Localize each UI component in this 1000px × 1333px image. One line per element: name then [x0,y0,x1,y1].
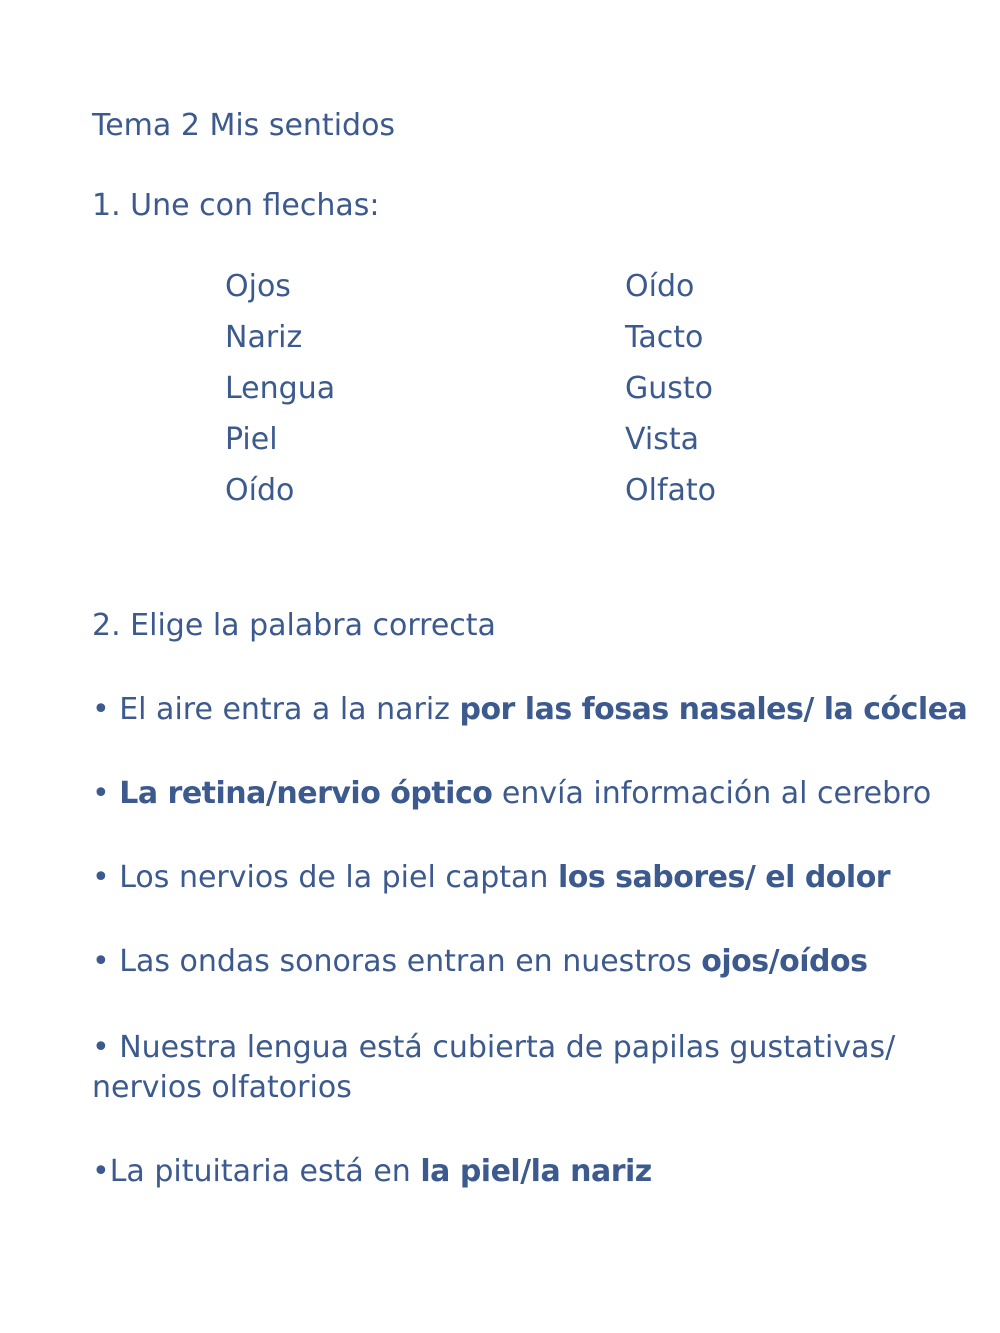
sentence-text: •La pituitaria está en [92,1154,421,1189]
answer-options[interactable]: la piel/la nariz [420,1154,652,1189]
matching-left-column [225,268,335,523]
answer-options[interactable]: los sabores/ el dolor [557,860,891,895]
exercise-1-heading: 1. Une con flechas: [92,188,380,223]
answer-options[interactable]: La retina/nervio óptico [119,776,493,811]
choice-sentence [92,858,932,898]
match-right-item[interactable]: Gusto [625,371,714,406]
sentence-text: • [92,776,120,811]
choice-sentence [92,690,968,730]
match-right-item[interactable]: Vista [625,422,699,457]
match-right-item[interactable]: Tacto [625,320,704,355]
exercise-2-heading: 2. Elige la palabra correcta [92,608,496,643]
match-left-item[interactable]: Oído [225,473,295,508]
answer-options[interactable]: ojos/oídos [701,944,868,979]
sentence-text: • El aire entra a la nariz [92,692,460,727]
match-left-item[interactable]: Nariz [225,320,303,355]
match-left-item[interactable]: Ojos [225,269,291,304]
choice-sentence [92,942,932,982]
match-right-item[interactable]: Oído [625,269,695,304]
sentence-text: • Los nervios de la piel captan [92,860,558,895]
choice-sentence [92,1152,932,1192]
match-left-item[interactable]: Lengua [225,371,336,406]
choice-sentence [92,774,932,814]
match-left-item[interactable]: Piel [225,422,278,457]
sentence-text: envía información al cerebro [492,776,932,811]
answer-options[interactable]: por las fosas nasales/ la cóclea [459,692,968,727]
matching-right-column [625,268,716,523]
match-right-item[interactable]: Olfato [625,473,717,508]
choice-sentence [92,1028,932,1108]
sentence-text: • Las ondas sonoras entran en nuestros [92,944,702,979]
page-title: Tema 2 Mis sentidos [92,108,396,143]
sentence-text: • Nuestra lengua está cubierta de papilas gustativas/ nervios olfatorios [92,1030,896,1105]
